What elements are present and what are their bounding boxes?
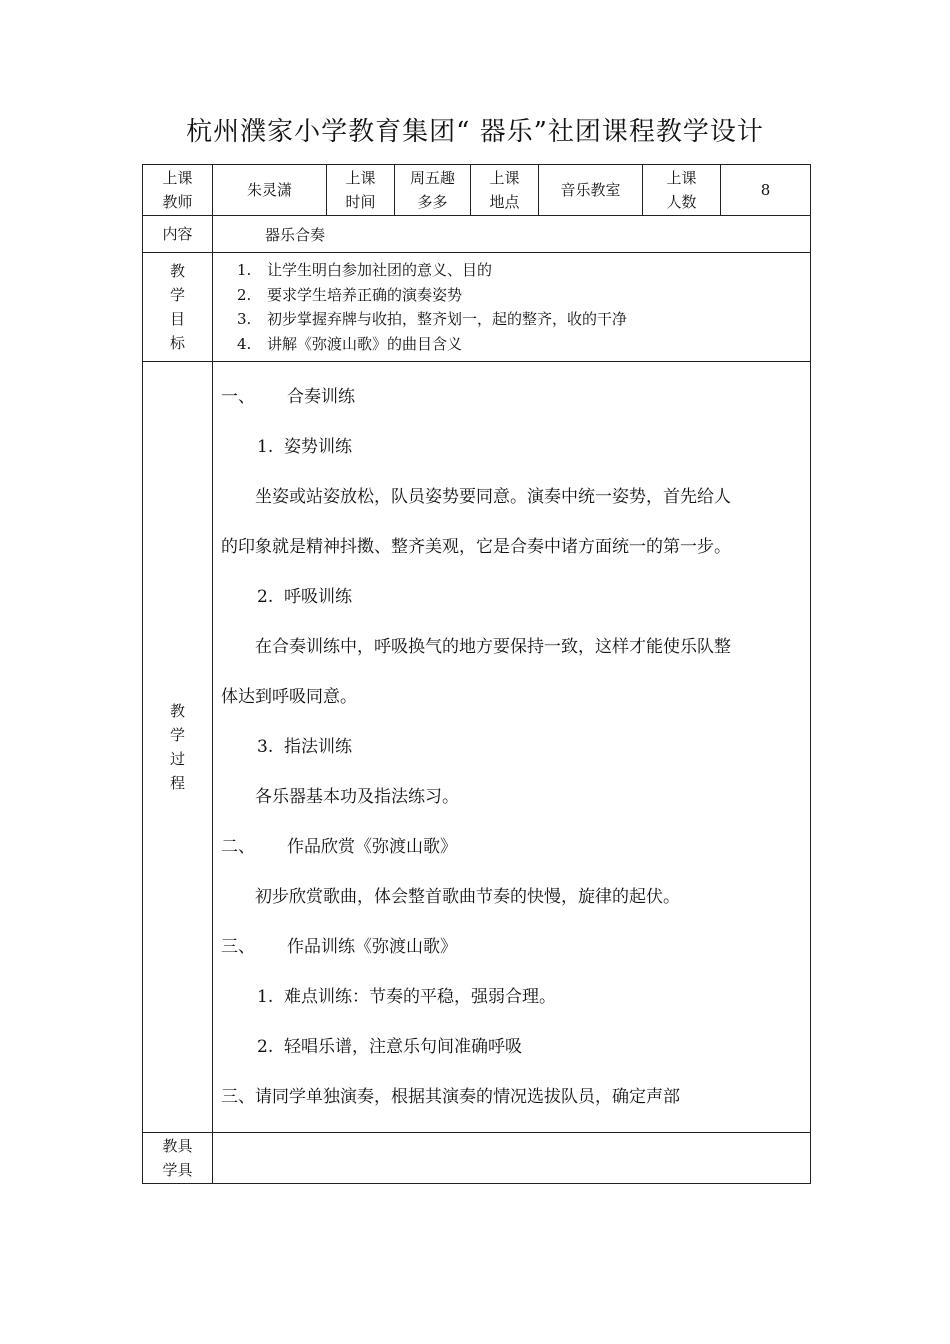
goals-label: 教 学 目 标 [143,253,213,362]
paragraph-line: 在合奏训练中，呼吸换气的地方要保持一致，这样才能使乐队整 [255,637,731,657]
subsection-heading: 1. 难点训练：节奏的平稳，强弱合理。 [257,987,556,1007]
teacher-label: 上课 教师 [143,165,213,216]
paragraph-line: 初步欣赏歌曲，体会整首歌曲节奏的快慢，旋律的起伏。 [255,887,680,907]
process-row [143,362,811,1133]
section-heading: 二、 作品欣赏《弥渡山歌》 [221,837,457,857]
subsection-heading: 1. 姿势训练 [257,437,352,457]
process-content [213,362,811,1133]
teacher-value: 朱灵潇 [213,165,327,216]
content-row [143,216,811,253]
count-value: 8 [721,165,811,216]
paragraph-line: 三、请同学单独演奏，根据其演奏的情况选拔队员，确定声部 [221,1087,680,1107]
process-label: 教 学 过 程 [143,362,213,1133]
place-value: 音乐教室 [539,165,643,216]
time-value: 周五趣 多多 [395,165,471,216]
time-label: 上课 时间 [327,165,395,216]
list-item: 2. 要求学生培养正确的演奏姿势 [237,285,463,304]
section-heading: 一、 合奏训练 [221,387,355,407]
place-label: 上课 地点 [471,165,539,216]
section-heading: 三、 作品训练《弥渡山歌》 [221,937,457,957]
list-item: 3. 初步掌握弃牌与收拍，整齐划一，起的整齐，收的干净 [237,310,628,328]
goals-row [143,253,811,362]
subsection-heading: 3. 指法训练 [257,737,352,757]
content-value: 器乐合奏 [213,216,811,253]
paragraph-line: 体达到呼吸同意。 [221,687,357,707]
list-item: 1. 让学生明白参加社团的意义、目的 [237,261,493,279]
paragraph-line: 坐姿或站姿放松，队员姿势要同意。演奏中统一姿势，首先给人 [255,487,731,507]
tools-value [213,1133,811,1184]
content-label: 内容 [143,216,213,253]
paragraph-line: 的印象就是精神抖擞、整齐美观，它是合奏中诸方面统一的第一步。 [221,537,731,557]
subsection-heading: 2. 轻唱乐谱，注意乐句间准确呼吸 [257,1037,522,1057]
header-row [143,165,811,216]
list-item: 4. 讲解《弥渡山歌》的曲目含义 [237,334,463,353]
paragraph-line: 各乐器基本功及指法练习。 [255,787,459,807]
subsection-heading: 2. 呼吸训练 [257,587,352,607]
tools-row [143,1133,811,1184]
count-label: 上课 人数 [643,165,721,216]
tools-label: 教具 学具 [143,1133,213,1184]
lesson-plan-table [142,164,811,1184]
page-title: 杭州濮家小学教育集团“ 器乐”社团课程教学设计 [186,117,764,147]
goals-list [213,253,811,362]
